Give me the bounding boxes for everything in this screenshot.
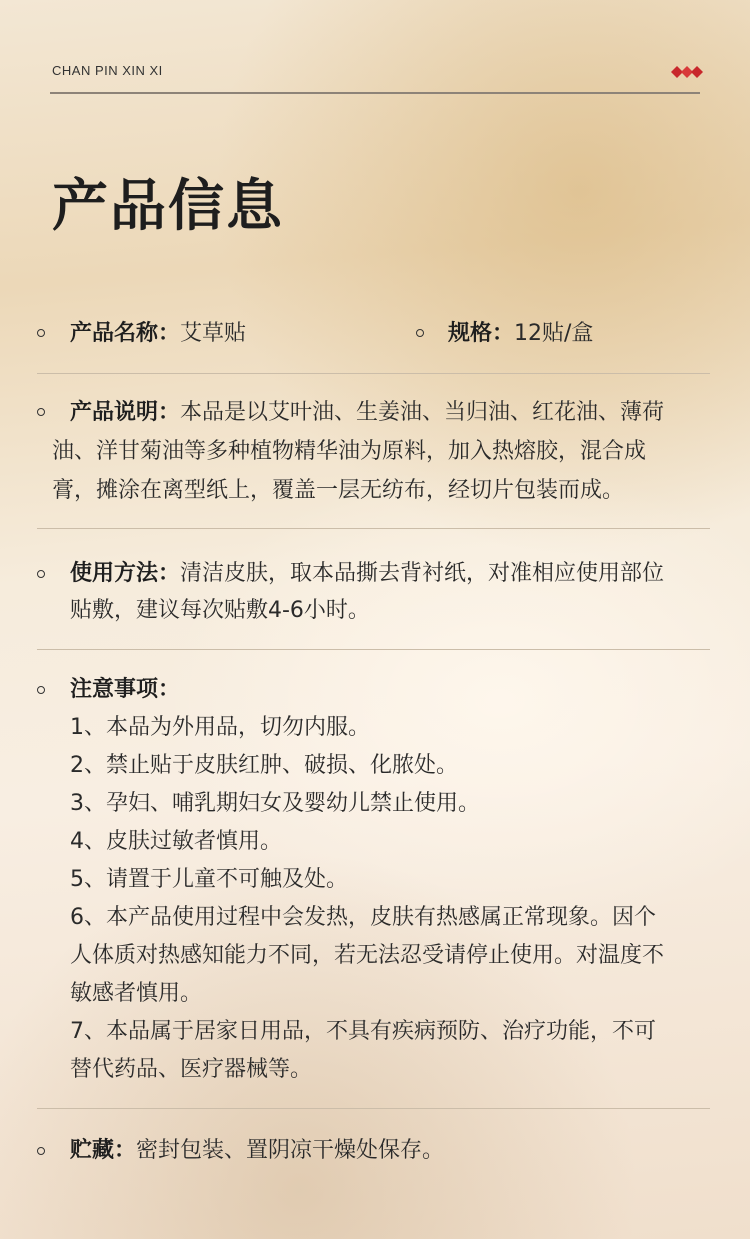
note-item: 1、本品为外用品，切勿内服。 xyxy=(70,715,370,740)
bullet-icon xyxy=(37,686,45,694)
header-subtitle: CHAN PIN XIN XI xyxy=(52,63,163,78)
note-item: 7、本品属于居家日用品，不具有疾病预防、治疗功能，不可 xyxy=(70,1019,656,1044)
storage-value: 密封包装、置阴凉干燥处保存。 xyxy=(136,1138,445,1163)
product-name-value: 艾草贴 xyxy=(180,321,247,346)
note-item: 5、请置于儿童不可触及处。 xyxy=(70,867,348,892)
description-line-3: 膏，摊涂在离型纸上，覆盖一层无纺布，经切片包装而成。 xyxy=(52,478,625,503)
diamond-logo-icon xyxy=(671,66,703,78)
bullet-icon xyxy=(37,329,45,337)
note-item: 替代药品、医疗器械等。 xyxy=(70,1057,313,1082)
usage-label: 使用方法： xyxy=(70,561,181,586)
note-item: 敏感者慎用。 xyxy=(70,981,203,1006)
usage-line-1: 使用方法：清洁皮肤，取本品撕去背衬纸，对准相应使用部位 xyxy=(70,561,665,586)
section-divider xyxy=(37,1108,710,1109)
section-divider xyxy=(37,528,710,529)
notes-label: 注意事项： xyxy=(70,677,181,702)
section-divider xyxy=(37,373,710,374)
header-divider xyxy=(50,92,700,94)
spec-field xyxy=(448,315,698,353)
product-name-field xyxy=(70,315,390,353)
spec-label: 规格： xyxy=(448,321,515,346)
bullet-icon xyxy=(37,570,45,578)
page-title: 产品信息 xyxy=(52,174,284,239)
description-line-2: 油、洋甘菊油等多种植物精华油为原料，加入热熔胶，混合成 xyxy=(52,439,647,464)
bullet-icon xyxy=(416,329,424,337)
storage-field xyxy=(70,1132,710,1170)
bullet-icon xyxy=(37,408,45,416)
spec-value: 12贴/盒 xyxy=(514,321,594,346)
usage-line-2: 贴敷，建议每次贴敷4-6小时。 xyxy=(70,598,370,623)
section-divider xyxy=(37,649,710,650)
note-item: 人体质对热感知能力不同，若无法忍受请停止使用。对温度不 xyxy=(70,943,665,968)
note-item: 2、禁止贴于皮肤红肿、破损、化脓处。 xyxy=(70,753,458,778)
product-name-label: 产品名称： xyxy=(70,321,181,346)
description-label: 产品说明： xyxy=(70,400,181,425)
description-line-1: 产品说明：本品是以艾叶油、生姜油、当归油、红花油、薄荷 xyxy=(70,400,665,425)
note-item: 4、皮肤过敏者慎用。 xyxy=(70,829,282,854)
bullet-icon xyxy=(37,1147,45,1155)
storage-label: 贮藏： xyxy=(70,1138,137,1163)
note-item: 3、孕妇、哺乳期妇女及婴幼儿禁止使用。 xyxy=(70,791,480,816)
note-item: 6、本产品使用过程中会发热，皮肤有热感属正常现象。因个 xyxy=(70,905,656,930)
